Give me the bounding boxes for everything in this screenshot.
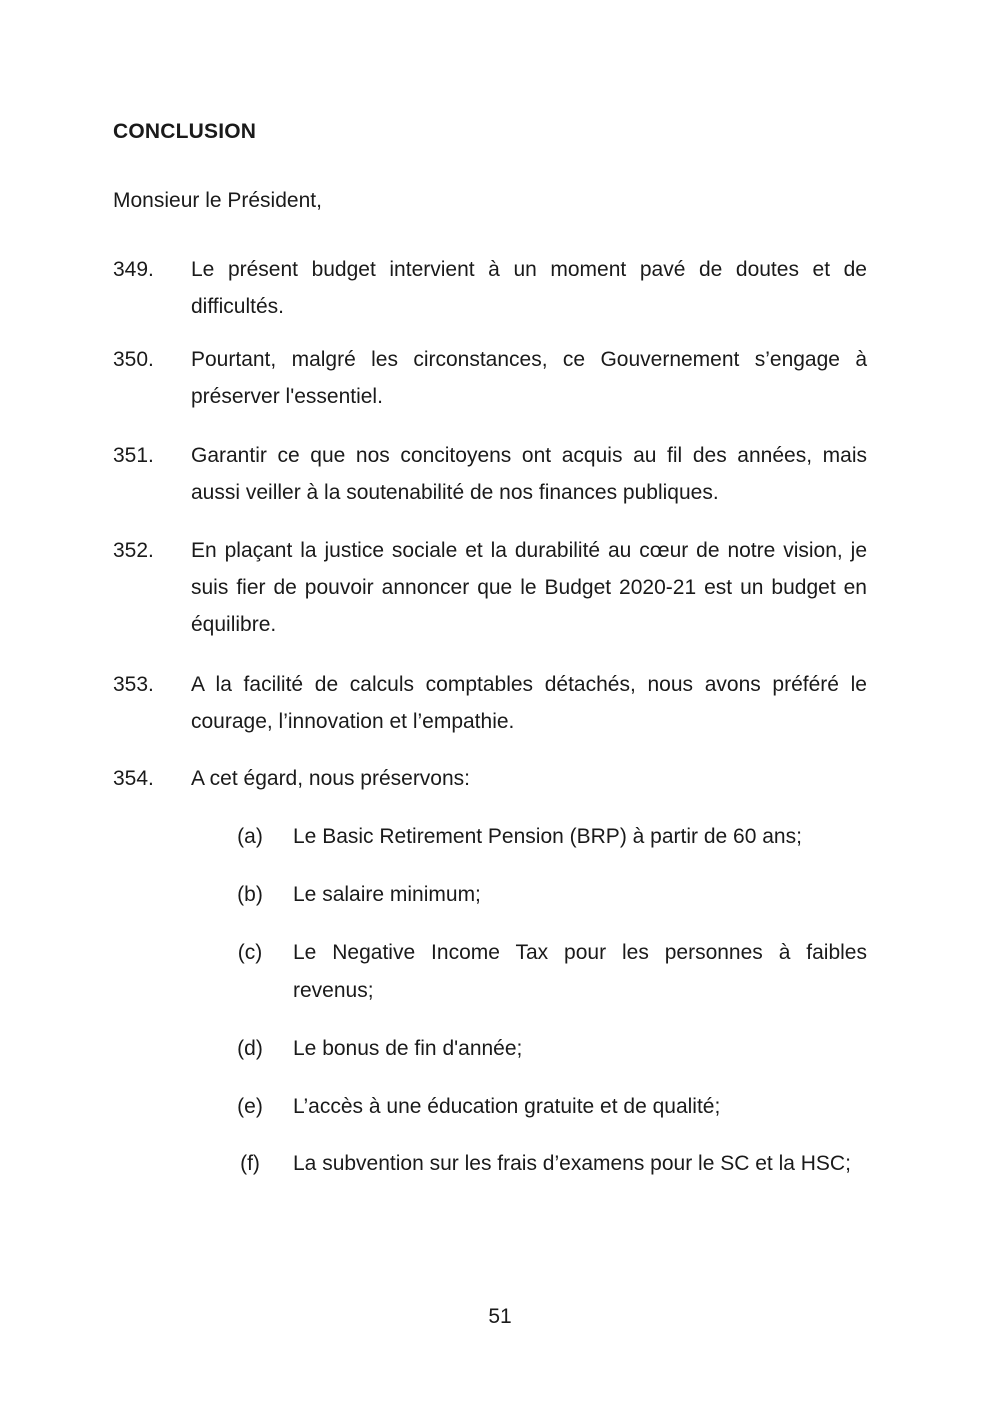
list-item-letter: (f): [240, 1152, 260, 1175]
list-item-d: [230, 1030, 867, 1068]
list-item-text: La subvention sur les frais d’examens pour le SC et la HSC;: [293, 1152, 851, 1175]
list-item-c: [230, 934, 867, 1010]
paragraph-number: 354.: [113, 767, 154, 790]
list-item-text: Le salaire minimum;: [293, 883, 481, 906]
list-item-a: [230, 818, 867, 856]
paragraph-number: 350.: [113, 348, 154, 371]
paragraph-text: Le présent budget intervient à un moment pavé de doutes et de difficultés.: [191, 258, 867, 318]
list-item-letter: (b): [237, 883, 263, 906]
list-item-letter: (d): [237, 1037, 263, 1060]
list-item-text: Le Basic Retirement Pension (BRP) à partir de 60 ans;: [293, 825, 802, 848]
paragraph-number: 352.: [113, 539, 154, 562]
list-item-text: Le bonus de fin d'année;: [293, 1037, 523, 1060]
paragraph-351: [113, 437, 867, 511]
list-item-text: L’accès à une éducation gratuite et de qualité;: [293, 1095, 721, 1118]
paragraph-text: En plaçant la justice sociale et la durabilité au cœur de notre vision, je suis fier de pouvoir annoncer que le Budget 2020-21 est un budget en équilibre.: [191, 539, 867, 636]
paragraph-text: Pourtant, malgré les circonstances, ce Gouvernement s’engage à préserver l'essentiel.: [191, 348, 867, 408]
paragraph-number: 351.: [113, 444, 154, 467]
paragraph-text: A cet égard, nous préservons:: [191, 767, 470, 790]
list-item-b: [230, 876, 867, 914]
paragraph-350: [113, 341, 867, 415]
list-item-letter: (c): [237, 941, 263, 964]
paragraph-349: [113, 251, 867, 325]
salutation: Monsieur le Président,: [113, 189, 322, 212]
section-heading: CONCLUSION: [113, 120, 257, 143]
paragraph-number: 353.: [113, 673, 154, 696]
list-item-text: Le Negative Income Tax pour les personnes à faibles revenus;: [293, 941, 867, 1002]
paragraph-354: [113, 760, 867, 797]
list-item-f: [230, 1145, 867, 1183]
paragraph-352: [113, 532, 867, 643]
paragraph-number: 349.: [113, 258, 154, 281]
list-item-letter: (e): [237, 1095, 263, 1118]
paragraph-text: Garantir ce que nos concitoyens ont acquis au fil des années, mais aussi veiller à la soutenabilité de nos finances publiques.: [191, 444, 867, 504]
paragraph-text: A la facilité de calculs comptables détachés, nous avons préféré le courage, l’innovation et l’empathie.: [191, 673, 867, 733]
page-number: 51: [488, 1305, 512, 1328]
list-item-letter: (a): [237, 825, 263, 848]
list-item-e: [230, 1088, 867, 1126]
paragraph-353: [113, 666, 867, 740]
